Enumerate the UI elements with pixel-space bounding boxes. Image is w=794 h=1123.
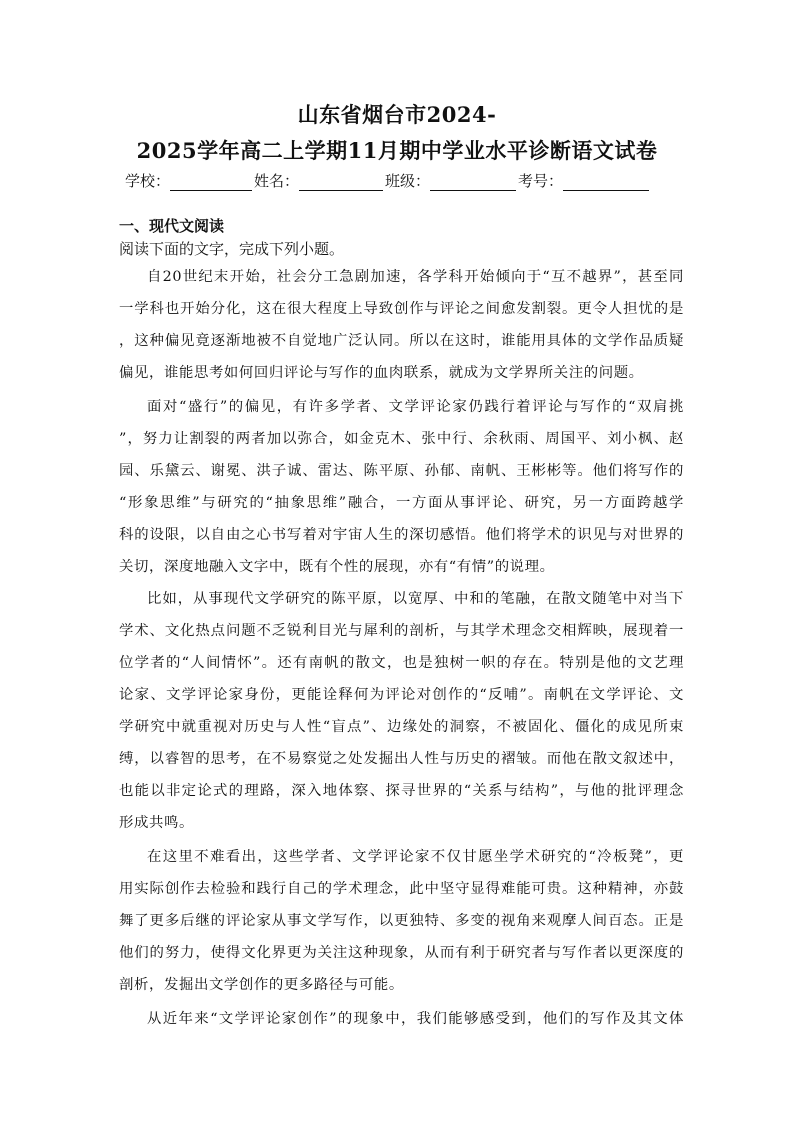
text-line: 一学科也开始分化，这在很大程度上导致创作与评论之间愈发割裂。更令人担忧的是 xyxy=(119,301,684,317)
text-line: 也能以非定论式的理路，深入地体察、探寻世界的“关系与结构”，与他的批评理念 xyxy=(119,783,684,799)
text-line: 自20世纪末开始，社会分工急剧加速，各学科开始倾向于“互不越界”，甚至同 xyxy=(147,269,684,285)
text-line: 形成共鸣。 xyxy=(119,815,194,831)
text-line: “形象思维”与研究的“抽象思维”融合，一方面从事评论、研究，另一方面跨越学 xyxy=(119,495,684,511)
exam-number-blank[interactable] xyxy=(563,174,649,191)
text-line: 他们的努力，使得文化界更为关注这种现象，从而有利于研究者与写作者以更深度的 xyxy=(119,945,684,961)
name-blank[interactable] xyxy=(299,174,383,191)
text-line: 学研究中就重视对历史与人性“盲点”、边缘处的洞察，不被固化、僵化的成见所束 xyxy=(119,719,684,735)
class-label: 班级： xyxy=(385,172,431,190)
class-blank[interactable] xyxy=(430,174,516,191)
section-heading: 一、现代文阅读 xyxy=(119,217,225,235)
text-line: 论家、文学评论家身份，更能诠释何为评论对创作的“反哺”。南帆在文学评论、文 xyxy=(119,687,684,703)
text-line: 剖析，发掘出文学创作的更多路径与可能。 xyxy=(119,977,404,993)
text-line: 关切，深度地融入文字中，既有个性的展现，亦有“有情”的说理。 xyxy=(119,559,555,575)
text-line: 位学者的“人间情怀”。还有南帆的散文，也是独树一帜的存在。特别是他的文艺理 xyxy=(119,655,684,671)
text-line: 园、乐黛云、谢冕、洪子诚、雷达、陈平原、孙郁、南帆、王彬彬等。他们将写作的 xyxy=(119,463,684,479)
text-line: ”，努力让割裂的两者加以弥合，如金克木、张中行、余秋雨、周国平、刘小枫、赵 xyxy=(119,431,684,447)
exam-number-label: 考号： xyxy=(518,172,564,190)
text-line: ，这种偏见竟逐渐地被不自觉地广泛认同。所以在这时，谁能用具体的文学作品质疑 xyxy=(119,333,684,349)
school-blank[interactable] xyxy=(170,174,252,191)
reading-instruction: 阅读下面的文字，完成下列小题。 xyxy=(119,240,345,258)
school-label: 学校： xyxy=(125,172,171,190)
text-line: 偏见，谁能思考如何回归评论与写作的血肉联系，就成为文学界所关注的问题。 xyxy=(119,365,644,381)
text-line: 舞了更多后继的评论家从事文学写作，以更独特、多变的视角来观摩人间百态。正是 xyxy=(119,913,684,929)
exam-title-line-1: 山东省烟台市2024- xyxy=(297,102,497,127)
name-label: 姓名： xyxy=(254,172,300,190)
text-line: 用实际创作去检验和践行自己的学术理念，此中坚守显得难能可贵。这种精神，亦鼓 xyxy=(119,881,684,897)
text-line: 比如，从事现代文学研究的陈平原，以宽厚、中和的笔融，在散文随笔中对当下 xyxy=(147,591,684,607)
text-line: 在这里不难看出，这些学者、文学评论家不仅甘愿坐学术研究的“冷板凳”，更 xyxy=(147,849,684,865)
student-info-row xyxy=(125,171,651,191)
text-line: 科的设限，以自由之心书写着对宇宙人生的深切感悟。他们将学术的识见与对世界的 xyxy=(119,527,684,543)
text-line: 缚，以睿智的思考，在不易察觉之处发掘出人性与历史的褶皱。而他在散文叙述中， xyxy=(119,751,684,767)
text-line: 从近年来“文学评论家创作”的现象中，我们能够感受到，他们的写作及其文体 xyxy=(147,1011,684,1027)
text-line: 学术、文化热点问题不乏锐利目光与犀利的剖析，与其学术理念交相辉映，展现着一 xyxy=(119,623,684,639)
text-line: 面对“盛行”的偏见，有许多学者、文学评论家仍践行着评论与写作的“双肩挑 xyxy=(147,399,684,415)
exam-title-line-2: 2025学年高二上学期11月期中学业水平诊断语文试卷 xyxy=(136,138,658,163)
